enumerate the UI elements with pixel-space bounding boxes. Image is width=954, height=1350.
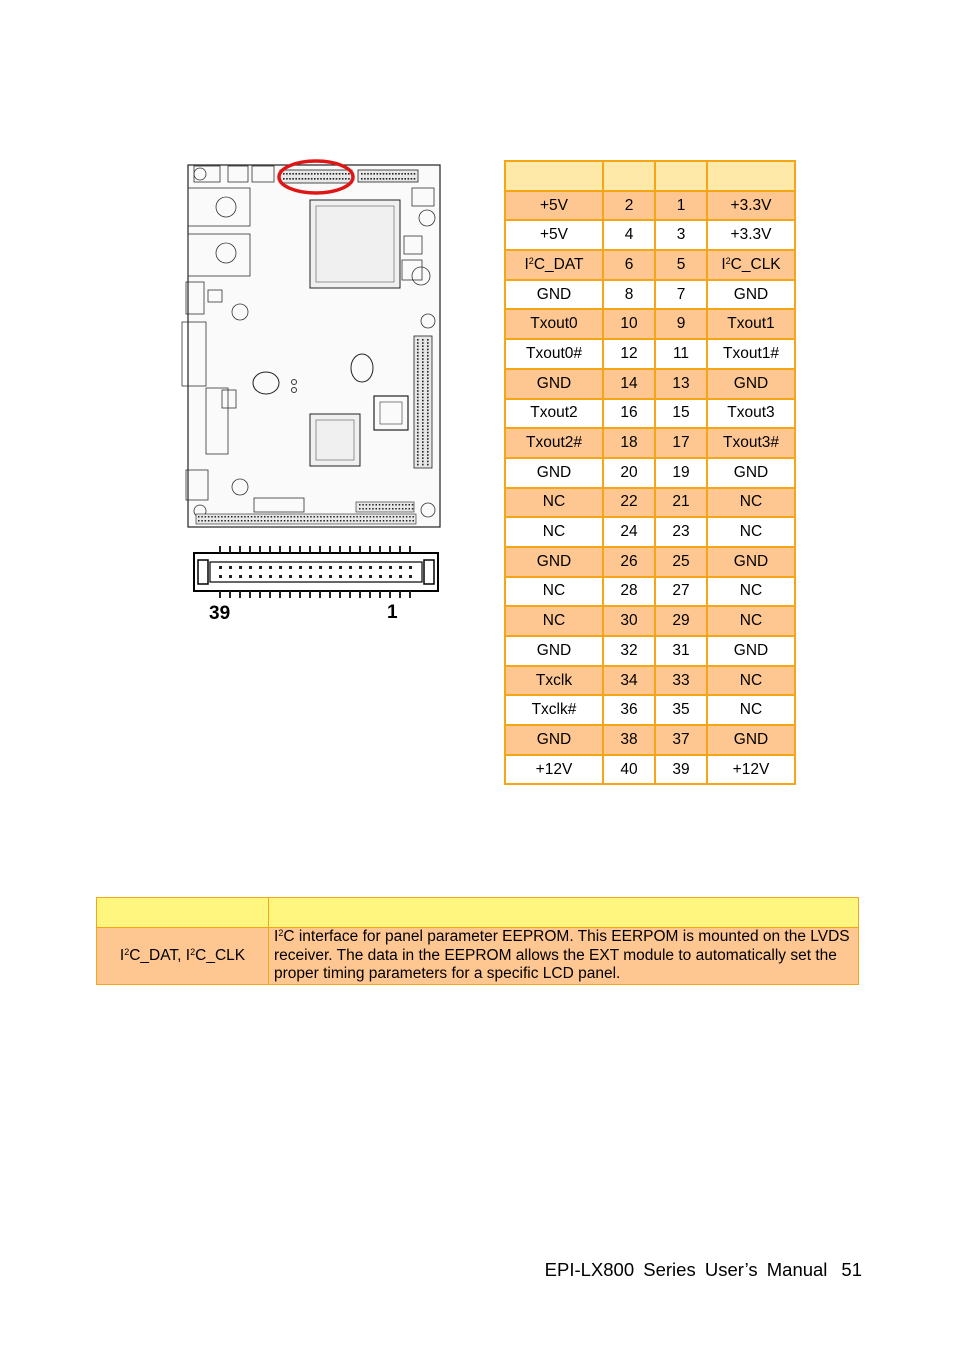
table-row (505, 458, 795, 488)
table-row (97, 928, 859, 985)
table-row (505, 309, 795, 339)
table-row (505, 488, 795, 518)
pin-even-cell: 20 (603, 458, 655, 488)
pin-odd-cell: 37 (655, 725, 707, 755)
table-row (505, 399, 795, 429)
table-row (505, 517, 795, 547)
pin-odd-cell: 35 (655, 695, 707, 725)
pin-even-cell: 14 (603, 369, 655, 399)
pin-1-label: 1 (387, 602, 398, 623)
table-row (505, 280, 795, 310)
signal-even-cell: GND (505, 458, 603, 488)
signal-even-cell: NC (505, 577, 603, 607)
table-row (505, 547, 795, 577)
pin-odd-cell: 25 (655, 547, 707, 577)
signal-odd-cell: Txout1# (707, 339, 795, 369)
pin-odd-cell: 33 (655, 666, 707, 696)
table-header-row (505, 161, 795, 191)
signal-odd-cell: $I^2C\_CLK$ (707, 250, 795, 280)
pin-odd-cell: 17 (655, 428, 707, 458)
pin-even-cell: 30 (603, 606, 655, 636)
table-row (505, 220, 795, 250)
signal-odd-cell: GND (707, 636, 795, 666)
lvds-connector (280, 170, 352, 183)
pin-even-cell: 12 (603, 339, 655, 369)
signal-even-cell: GND (505, 636, 603, 666)
signal-odd-cell: NC (707, 606, 795, 636)
pin-odd-cell: 7 (655, 280, 707, 310)
pin-odd-cell: 29 (655, 606, 707, 636)
pin-odd-cell: 9 (655, 309, 707, 339)
table-row (505, 369, 795, 399)
header-cell (269, 898, 859, 928)
signal-odd-cell: Txout1 (707, 309, 795, 339)
pin-even-cell: 18 (603, 428, 655, 458)
signal-odd-cell: GND (707, 458, 795, 488)
pin-odd-cell: 19 (655, 458, 707, 488)
signal-even-cell: $I^2C\_DAT$ (505, 250, 603, 280)
pin-even-cell: 38 (603, 725, 655, 755)
signal-name-cell: $I^2C\_DAT$, $I^2C\_CLK$ (97, 928, 269, 985)
table-row (505, 755, 795, 785)
signal-even-cell: GND (505, 369, 603, 399)
signal-odd-cell: GND (707, 547, 795, 577)
pin-odd-cell: 21 (655, 488, 707, 518)
pin-even-cell: 8 (603, 280, 655, 310)
signal-odd-cell: GND (707, 369, 795, 399)
signal-even-cell: GND (505, 547, 603, 577)
signal-even-cell: Txout0 (505, 309, 603, 339)
table-row (505, 339, 795, 369)
page-footer (545, 1259, 862, 1281)
table-header-row (97, 898, 859, 928)
table-row (505, 250, 795, 280)
signal-odd-cell: GND (707, 725, 795, 755)
pin-even-cell: 22 (603, 488, 655, 518)
pin-odd-cell: 39 (655, 755, 707, 785)
table-row (505, 636, 795, 666)
signal-even-cell: Txout2# (505, 428, 603, 458)
signal-even-cell: +5V (505, 191, 603, 221)
header-cell (97, 898, 269, 928)
header-cell (603, 161, 655, 191)
header-cell (505, 161, 603, 191)
signal-odd-cell: Txout3# (707, 428, 795, 458)
signal-even-cell: Txout0# (505, 339, 603, 369)
pin-odd-cell: 1 (655, 191, 707, 221)
table-row (505, 725, 795, 755)
table-row (505, 606, 795, 636)
signal-even-cell: +5V (505, 220, 603, 250)
signal-even-cell: Txout2 (505, 399, 603, 429)
pin-even-cell: 24 (603, 517, 655, 547)
header-cell (707, 161, 795, 191)
pin-odd-cell: 27 (655, 577, 707, 607)
signal-even-cell: Txclk# (505, 695, 603, 725)
pin-even-cell: 36 (603, 695, 655, 725)
pin-even-cell: 2 (603, 191, 655, 221)
pin-odd-cell: 13 (655, 369, 707, 399)
pin-even-cell: 4 (603, 220, 655, 250)
signal-even-cell: +12V (505, 755, 603, 785)
signal-odd-cell: NC (707, 695, 795, 725)
signal-odd-cell: NC (707, 488, 795, 518)
pin-odd-cell: 15 (655, 399, 707, 429)
table-row (505, 428, 795, 458)
signal-odd-cell: +3.3V (707, 191, 795, 221)
pin-even-cell: 32 (603, 636, 655, 666)
page-number: 51 (841, 1259, 862, 1280)
signal-odd-cell: +12V (707, 755, 795, 785)
signal-even-cell: NC (505, 606, 603, 636)
pin-even-cell: 28 (603, 577, 655, 607)
pin-odd-cell: 31 (655, 636, 707, 666)
signal-odd-cell: NC (707, 517, 795, 547)
table-row (505, 695, 795, 725)
lvds-connector-detail (194, 546, 438, 598)
signal-even-cell: GND (505, 280, 603, 310)
signal-even-cell: NC (505, 517, 603, 547)
pin-even-cell: 10 (603, 309, 655, 339)
signal-odd-cell: NC (707, 666, 795, 696)
table-row (505, 191, 795, 221)
signal-description-table (96, 897, 859, 985)
pin-odd-cell: 3 (655, 220, 707, 250)
table-row (505, 577, 795, 607)
pin-odd-cell: 23 (655, 517, 707, 547)
signal-even-cell: NC (505, 488, 603, 518)
table-row (505, 666, 795, 696)
pin-39-label: 39 (209, 603, 231, 624)
pin-odd-cell: 11 (655, 339, 707, 369)
signal-odd-cell: NC (707, 577, 795, 607)
pin-even-cell: 40 (603, 755, 655, 785)
board-layout-drawing (176, 150, 454, 630)
signal-even-cell: Txclk (505, 666, 603, 696)
signal-even-cell: GND (505, 725, 603, 755)
pin-even-cell: 16 (603, 399, 655, 429)
header-cell (655, 161, 707, 191)
signal-odd-cell: +3.3V (707, 220, 795, 250)
manual-title: EPI-LX800 Series User’s Manual (544, 1259, 828, 1280)
pin-even-cell: 6 (603, 250, 655, 280)
pin-even-cell: 26 (603, 547, 655, 577)
pin-odd-cell: 5 (655, 250, 707, 280)
signal-odd-cell: Txout3 (707, 399, 795, 429)
pin-assignment-table (504, 160, 796, 785)
pin-even-cell: 34 (603, 666, 655, 696)
signal-odd-cell: GND (707, 280, 795, 310)
board-diagram (176, 150, 454, 630)
signal-description-cell: $I^2C$ interface for panel parameter EEPROM. This EERPOM is mounted on the LVDS receiver. The data in the EEPROM allows the EXT module to automatically set the proper timing parameters for a specific LCD panel. (269, 928, 859, 985)
